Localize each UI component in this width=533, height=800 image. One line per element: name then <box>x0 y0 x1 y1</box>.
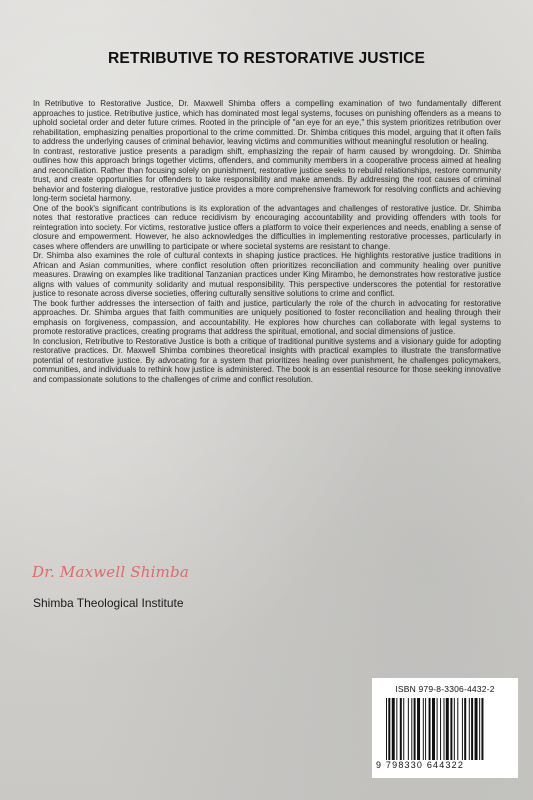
isbn-barcode-box <box>372 678 518 778</box>
barcode-digits: 9 798330 644322 <box>376 760 465 770</box>
blurb-text <box>33 99 501 384</box>
author-signature: Dr. Maxwell Shimba <box>32 563 190 581</box>
blurb-paragraph: The book further addresses the intersection of faith and justice, particularly the role of the church in advocating for restorative approaches. Dr. Shimba argues that faith communities are uniquely positioned to foster reconciliation and healing through their emphasis on forgiveness, compassion, and accountability. He explores how churches can collaborate with legal systems to promote restorative practices, creating programs that address the spiritual, emotional, and social dimensions of justice. <box>33 298 501 336</box>
isbn-label: ISBN 979-8-3306-4432-2 <box>395 684 495 694</box>
blurb-paragraph: In conclusion, Retributive to Restorative Justice is both a critique of traditional punitive systems and a visionary guide for adopting restorative practices. Dr. Maxwell Shimba combines theoretical insights with practical examples to illustrate the transformative potential of restorative justice. By advocating for a system that prioritizes healing over punishment, he challenges policymakers, communities, and individuals to rethink how justice is administered. The book is an essential resource for those seeking innovative and compassionate solutions to the challenges of crime and conflict resolution. <box>33 336 501 384</box>
cover-title: RETRIBUTIVE TO RESTORATIVE JUSTICE <box>107 50 426 67</box>
publisher-name: Shimba Theological Institute <box>33 596 184 610</box>
barcode-icon <box>386 698 514 760</box>
blurb-paragraph: Dr. Shimba also examines the role of cultural contexts in shaping justice practices. He highlights restorative justice traditions in African and Asian communities, where conflict resolution often prioritizes reconciliation and community healing over punitive measures. Drawing on examples like traditional Tanzanian practices under King Mirambo, he demonstrates how restorative justice aligns with values of community solidarity and mutual responsibility. This perspective underscores the potential for restorative justice to resonate across diverse societies, offering culturally sensitive solutions to crime and conflict. <box>33 251 501 298</box>
blurb-paragraph: One of the book's significant contributions is its exploration of the advantages and challenges of restorative justice. Dr. Shimba notes that restorative practices can reduce recidivism by encouraging accountability and providing offenders with tools for reintegration into society. For victims, restorative justice offers a platform to voice their experiences and needs, enabling a sense of closure and empowerment. However, he also acknowledges the difficulties in implementing restorative processes, particularly in cases where offenders are unwilling to participate or where societal systems are resistant to change. <box>33 203 501 251</box>
blurb-paragraph: In Retributive to Restorative Justice, Dr. Maxwell Shimba offers a compelling examination of two fundamentally different approaches to justice. Retributive justice, which has dominated most legal systems, focuses on punishing offenders as a means to uphold societal order and deter future crimes. Rooted in the principle of "an eye for an eye," this system prioritizes retribution over rehabilitation, emphasizing penalties proportional to the crime committed. Dr. Shimba critiques this model, arguing that it often fails to address the underlying causes of criminal behavior, leaving victims and communities without meaningful resolution or healing. <box>33 99 501 146</box>
blurb-paragraph: In contrast, restorative justice presents a paradigm shift, emphasizing the repair of harm caused by wrongdoing. Dr. Shimba outlines how this approach brings together victims, offenders, and community members in a cooperative process aimed at healing and reconciliation. Rather than focusing solely on punishment, restorative justice seeks to rebuild relationships, restore community trust, and create opportunities for offenders to take responsibility and make amends. By addressing the root causes of criminal behavior and fostering dialogue, restorative justice provides a more comprehensive framework for resolving conflicts and achieving long-term societal harmony. <box>33 146 501 203</box>
